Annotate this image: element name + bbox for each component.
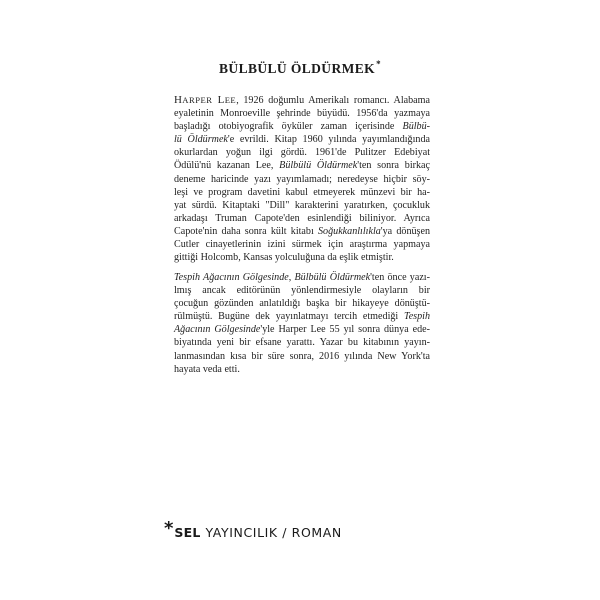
text-line: HARPER LEE, 1926 doğumlu Amerikalı romancı. Alabama <box>174 94 430 106</box>
text-line: eyaletinin Monroeville şehrinde büyüdü. 1956'da yazmaya <box>174 108 430 120</box>
text-line: çocuğun gözünden anlatıldığı başka bir hikayeye dönüştü- <box>174 298 430 310</box>
text-line: leşi ve program davetini kabul etmeyerek münzevi bir ha- <box>174 186 430 198</box>
publisher-imprint <box>164 518 342 542</box>
publisher-brand: SEL <box>174 525 201 540</box>
book-title-reference: Bülbü- <box>402 121 431 133</box>
author-biography-paragraph <box>174 94 430 264</box>
book-title-reference: Bülbülü Öldürmek <box>294 272 371 283</box>
text-line: arkadaşı Truman Capote'den esinlendiği biliniyor. Ayrıca <box>174 212 430 224</box>
text-line: biyatında yeni bir efsane yarattı. Yazar bu kitabının yayın- <box>174 337 430 349</box>
book-title <box>0 61 600 77</box>
text-line: Tespih Ağacının Gölgesinde, Bülbülü Öldürmek'ten önce yazı- <box>174 272 430 283</box>
book-title-reference: Tespih Ağacının Gölgesinde <box>174 272 289 283</box>
title-footnote-asterisk: * <box>376 59 381 69</box>
text-line: başladığı otobiyografik öyküler zaman içerisinde Bülbü- <box>174 121 431 133</box>
book-title-reference: Bülbülü Öldürmek <box>279 160 358 172</box>
book-title-reference: Soğukkanlılıkla <box>318 225 381 237</box>
text-line: Capote'nin daha sonra kült kitabı Soğukkanlılıkla'ya dönüşen <box>174 225 430 237</box>
text-line: deneme haricinde yazı yayımlamadı; neredeyse hiçbir söy- <box>174 173 430 185</box>
text-line: Cutler cinayetlerinin izini sürmek için araştırma yapmaya <box>174 239 430 251</box>
book-title-reference: Tespih <box>404 311 431 323</box>
text-line: okurlardan yoğun ilgi gördü. 1961'de Pulitzer Edebiyat <box>174 147 430 159</box>
publisher-asterisk-logo: * <box>164 518 174 539</box>
text-line: lanmasından kısa bir süre sonra, 2016 yılında New York'ta <box>174 350 430 362</box>
text-line: Ağacının Gölgesinde'yle Harper Lee 55 yıl sonra dünya ede- <box>174 324 430 336</box>
text-line: gittiği Holcomb, Kansas yolculuğuna da eşlik etmiştir. <box>174 252 394 264</box>
book-title-text: BÜLBÜLÜ ÖLDÜRMEK <box>219 61 376 76</box>
text-line: yat sürdü. Kitaptaki "Dill" karakterini yaratırken, çocukluk <box>174 199 430 211</box>
book-title-reference: Ağacının Gölgesinde <box>174 324 261 336</box>
text-line: hayata veda etti. <box>174 363 240 375</box>
publisher-series: YAYINCILIK / ROMAN <box>205 525 342 540</box>
text-line: Ödülü'nü kazanan Lee, Bülbülü Öldürmek'ten sonra birkaç <box>174 160 431 172</box>
text-line: rülmüştü. Bugüne dek yayınlatmayı tercih etmediği Tespih <box>174 311 431 323</box>
text-line: lü Öldürmek'e evrildi. Kitap 1960 yılında yayımlandığında <box>174 134 430 146</box>
text-line: lmış ancak editörünün yönlendirmesiyle olayların bir <box>174 285 430 297</box>
book-title-reference: lü Öldürmek <box>174 134 228 146</box>
author-name: HARPER LEE <box>174 94 237 106</box>
book-history-paragraph <box>174 271 430 376</box>
